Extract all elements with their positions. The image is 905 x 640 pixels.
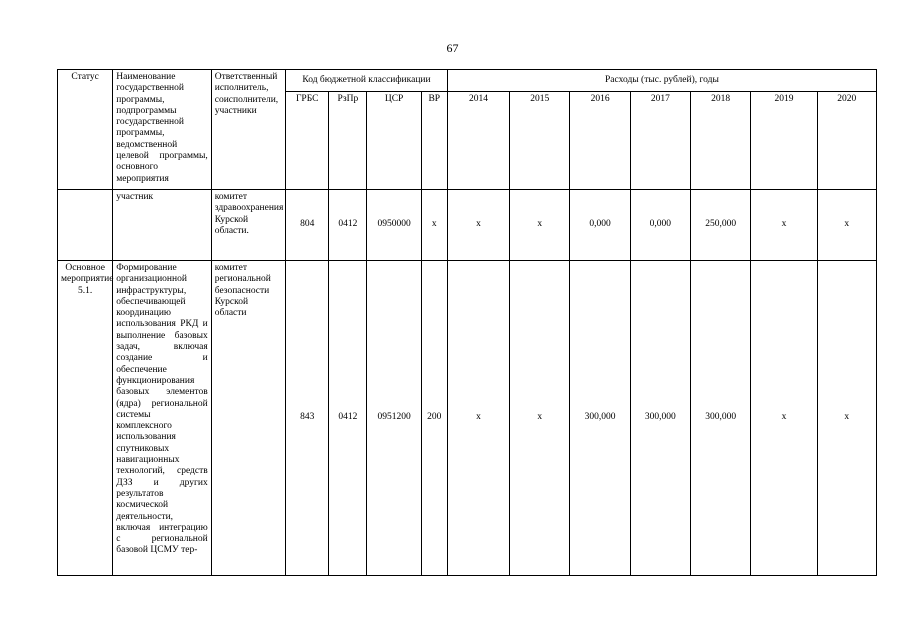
header-year-2019: 2019 — [751, 92, 817, 190]
row-name: участник — [113, 190, 211, 261]
row-value-2015: x — [510, 261, 570, 576]
header-status: Статус — [58, 70, 113, 190]
header-vr: ВР — [421, 92, 447, 190]
header-year-2016: 2016 — [570, 92, 630, 190]
page-number: 67 — [446, 41, 459, 55]
header-year-2020: 2020 — [817, 92, 876, 190]
header-year-2018: 2018 — [691, 92, 751, 190]
row-value-2020: x — [817, 190, 876, 261]
row-value-2020: x — [817, 261, 876, 576]
row-status: Основное мероприятие 5.1. — [58, 261, 113, 576]
row-executor: комитет здравоохранения Курской области. — [211, 190, 285, 261]
row-csr: 0951200 — [367, 261, 421, 576]
row-vr: 200 — [421, 261, 447, 576]
row-rzpr: 0412 — [329, 261, 367, 576]
row-vr: x — [421, 190, 447, 261]
header-year-2014: 2014 — [447, 92, 509, 190]
row-status — [58, 190, 113, 261]
header-name: Наименование государственной программы, подпрограммы государственной программы, ведомственной целевой программы, основного мероприятия — [113, 70, 211, 190]
row-grbs: 804 — [286, 190, 329, 261]
row-value-2015: x — [510, 190, 570, 261]
row-name: Формирование организационной инфраструктуры, обеспечивающей координацию использования РКД и выполнение базовых задач, включая создание и обеспечение функционирования базовых элементов (ядра) региональной системы комплексного использования спутниковых навигационных технологий, средств ДЗЗ и других результатов космической деятельности, включая интеграцию с региональной базовой ЦСМУ тер- — [113, 261, 211, 576]
row-executor: комитет региональной безопасности Курской области — [211, 261, 285, 576]
row-value-2014: x — [447, 261, 509, 576]
row-csr: 0950000 — [367, 190, 421, 261]
row-value-2017: 300,000 — [630, 261, 690, 576]
table-row — [58, 190, 877, 261]
row-rzpr: 0412 — [329, 190, 367, 261]
row-grbs: 843 — [286, 261, 329, 576]
header-budget-code: Код бюджетной классификации — [286, 70, 448, 92]
header-year-2015: 2015 — [510, 92, 570, 190]
table-row — [58, 261, 877, 576]
budget-table — [57, 69, 877, 576]
header-year-2017: 2017 — [630, 92, 690, 190]
header-row-1 — [58, 70, 877, 92]
row-value-2014: x — [447, 190, 509, 261]
row-value-2016: 0,000 — [570, 190, 630, 261]
header-rzpr: РзПр — [329, 92, 367, 190]
row-value-2016: 300,000 — [570, 261, 630, 576]
header-csr: ЦСР — [367, 92, 421, 190]
row-value-2019: x — [751, 190, 817, 261]
header-grbs: ГРБС — [286, 92, 329, 190]
header-executors: Ответственный исполнитель, соисполнители, участники — [211, 70, 285, 190]
header-expenses: Расходы (тыс. рублей), годы — [447, 70, 876, 92]
row-value-2017: 0,000 — [630, 190, 690, 261]
row-value-2018: 250,000 — [691, 190, 751, 261]
row-value-2019: x — [751, 261, 817, 576]
row-value-2018: 300,000 — [691, 261, 751, 576]
